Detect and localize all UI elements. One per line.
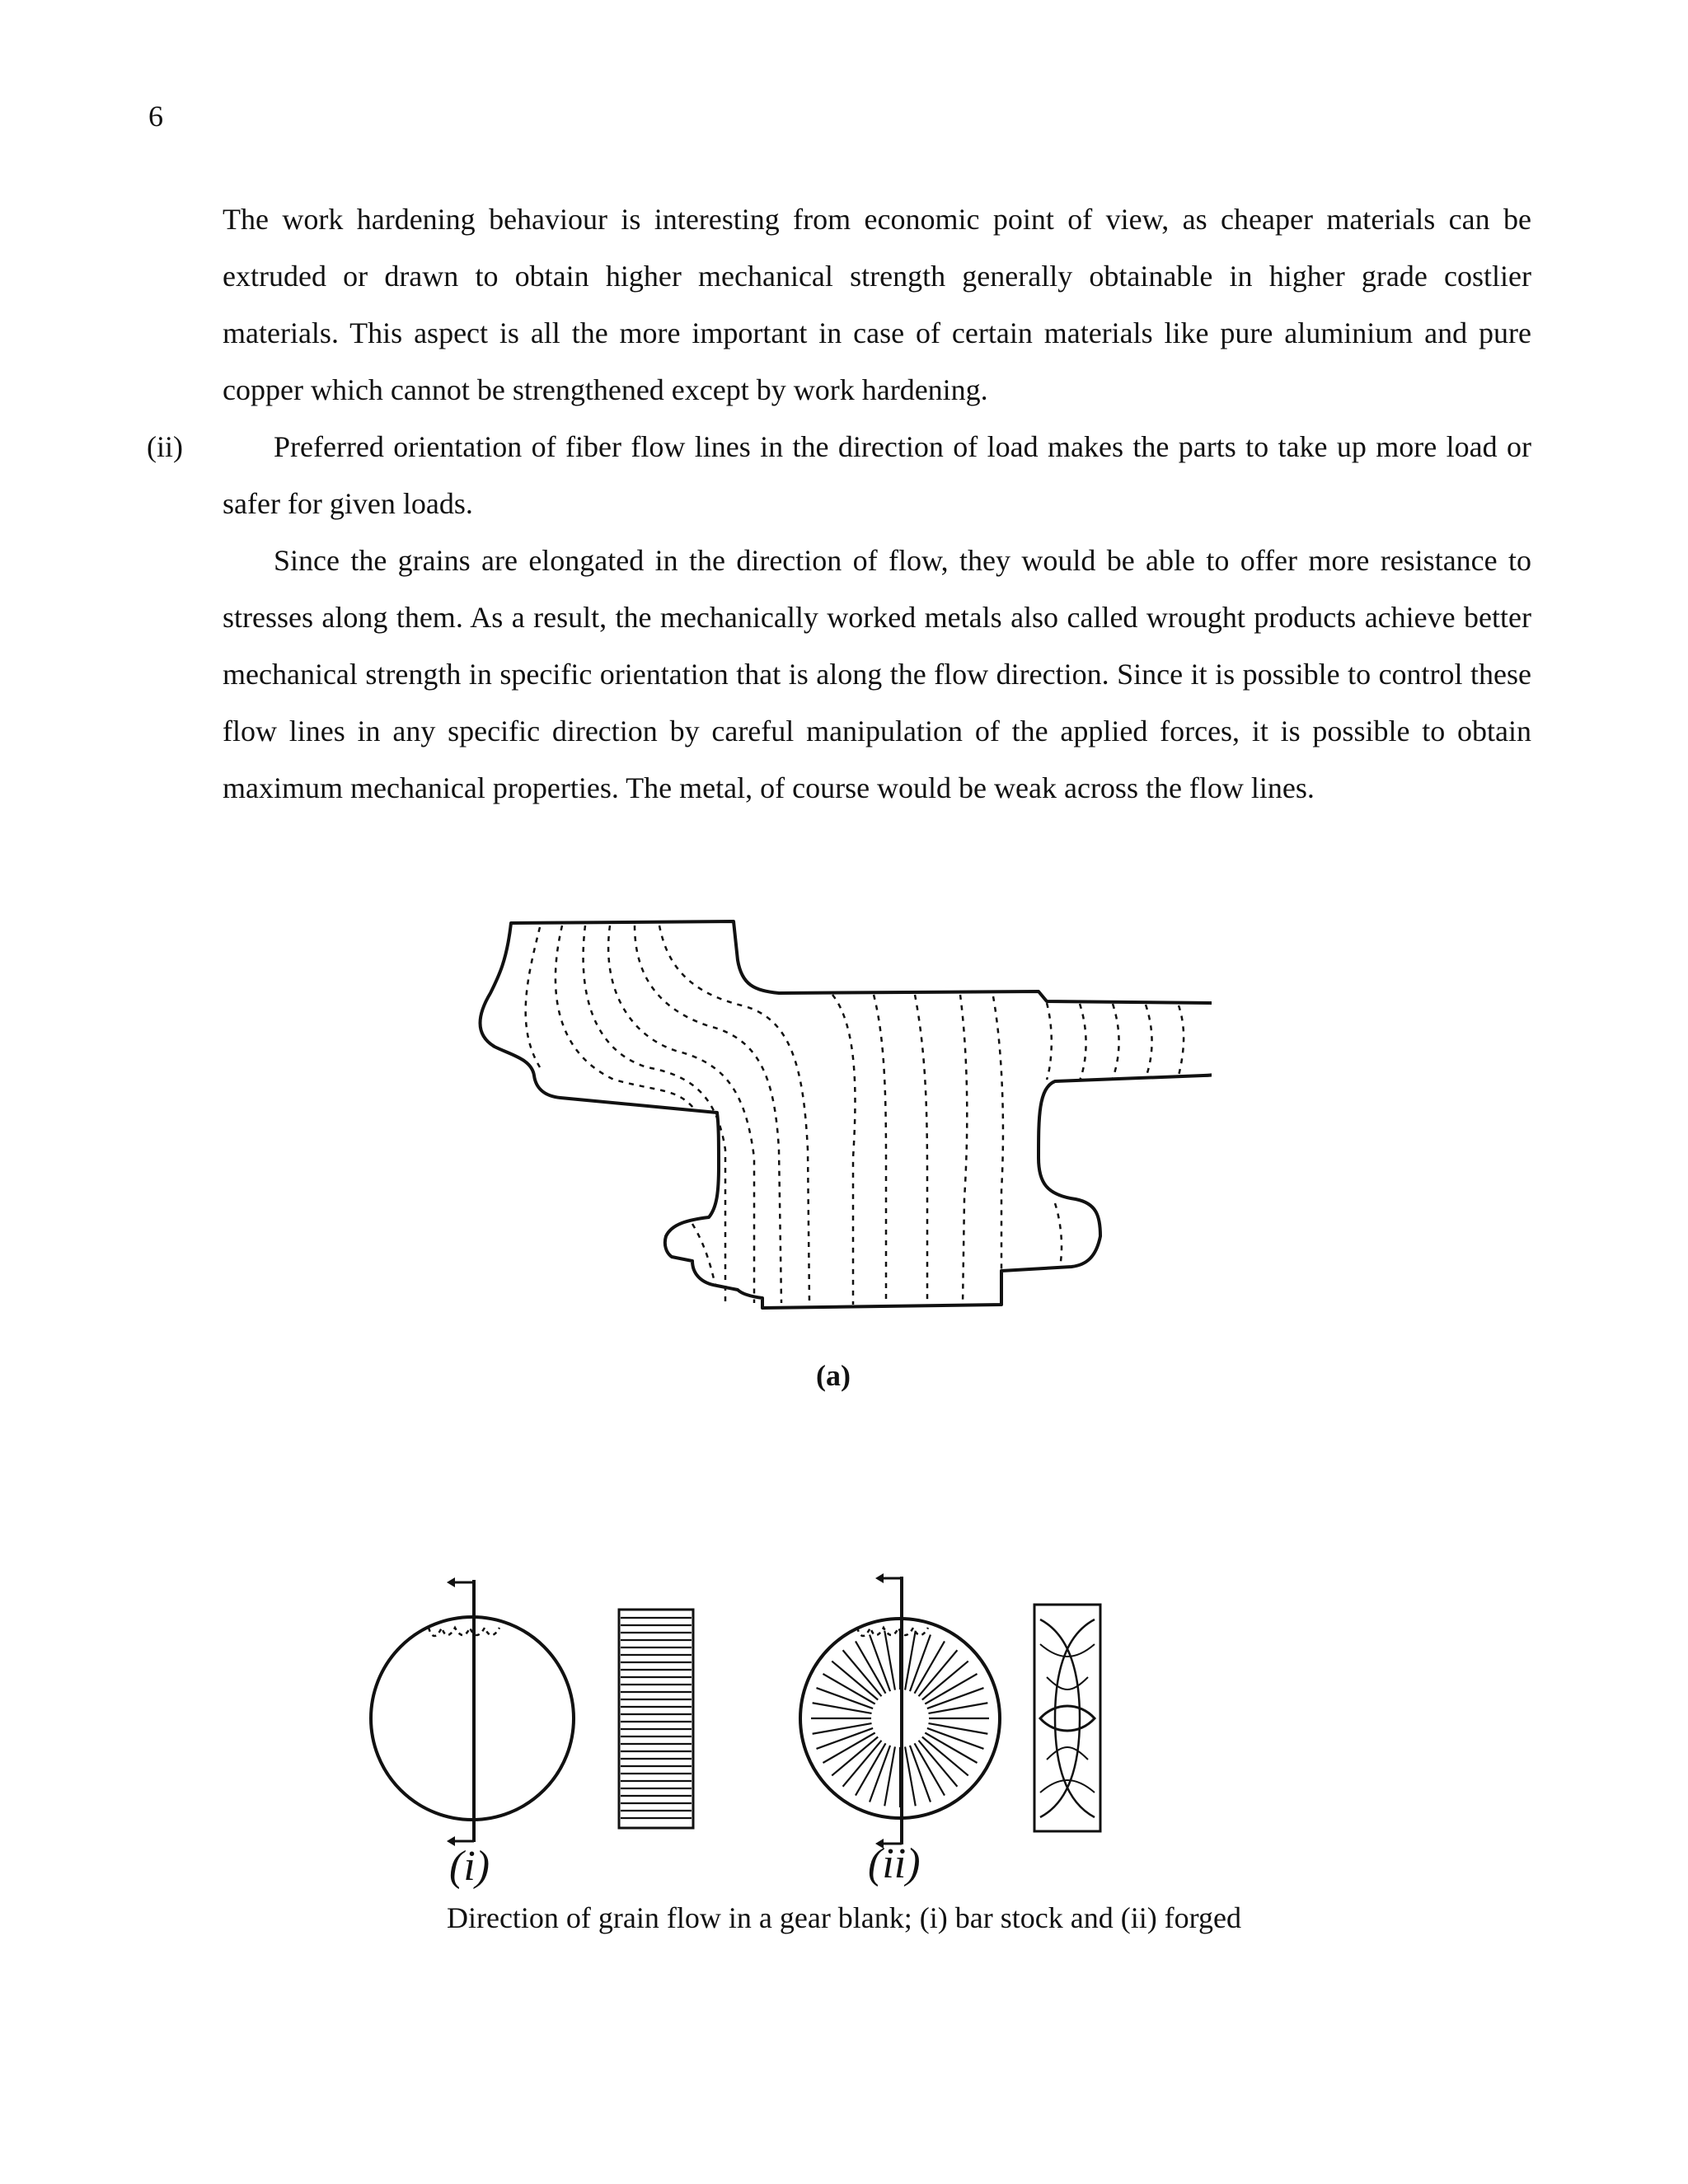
page-number: 6 xyxy=(148,100,163,133)
bar-stock-section xyxy=(371,1577,574,1846)
subfigure-ii-label: (ii) xyxy=(868,1840,921,1887)
list-item-ii xyxy=(147,419,1531,532)
bar-stock-lines xyxy=(621,1618,692,1818)
figure-a-label: (a) xyxy=(816,1359,851,1392)
paragraph-work-hardening: The work hardening behaviour is interesting from economic point of view, as cheaper materials can be extruded or drawn to obtain higher mechanical strength generally obtainable in higher grade costlier materials. This aspect is all the more important in case of certain materials like pure aluminium and pure copper which cannot be strengthened except by work hardening. xyxy=(223,203,1531,406)
subfigure-i-label: (i) xyxy=(449,1843,490,1890)
paragraph-grain-flow: Since the grains are elongated in the direction of flow, they would be able to offer more resistance to stresses along them. As a result, the mechanically worked metals also called wrought products achieve better mechanical strength in specific orientation that is along the flow direction. Since it is possible to control these flow lines in any specific direction by careful manipulation of the applied forces, it is possible to obtain maximum mechanical properties. The metal, of course would be weak across the flow lines. xyxy=(223,544,1531,804)
list-marker: (ii) xyxy=(147,430,183,463)
forged-side-view xyxy=(1034,1605,1100,1831)
list-item-text: Preferred orientation of fiber flow lines in the direction of load makes the parts to take up more load or safer for given loads. xyxy=(223,430,1531,520)
forging-outline xyxy=(481,921,1212,1308)
forging-flow-lines-figure xyxy=(470,911,1212,1323)
figure-caption: Direction of grain flow in a gear blank; (i) bar stock and (ii) forged xyxy=(446,1901,1241,1934)
body-text xyxy=(147,191,1531,817)
